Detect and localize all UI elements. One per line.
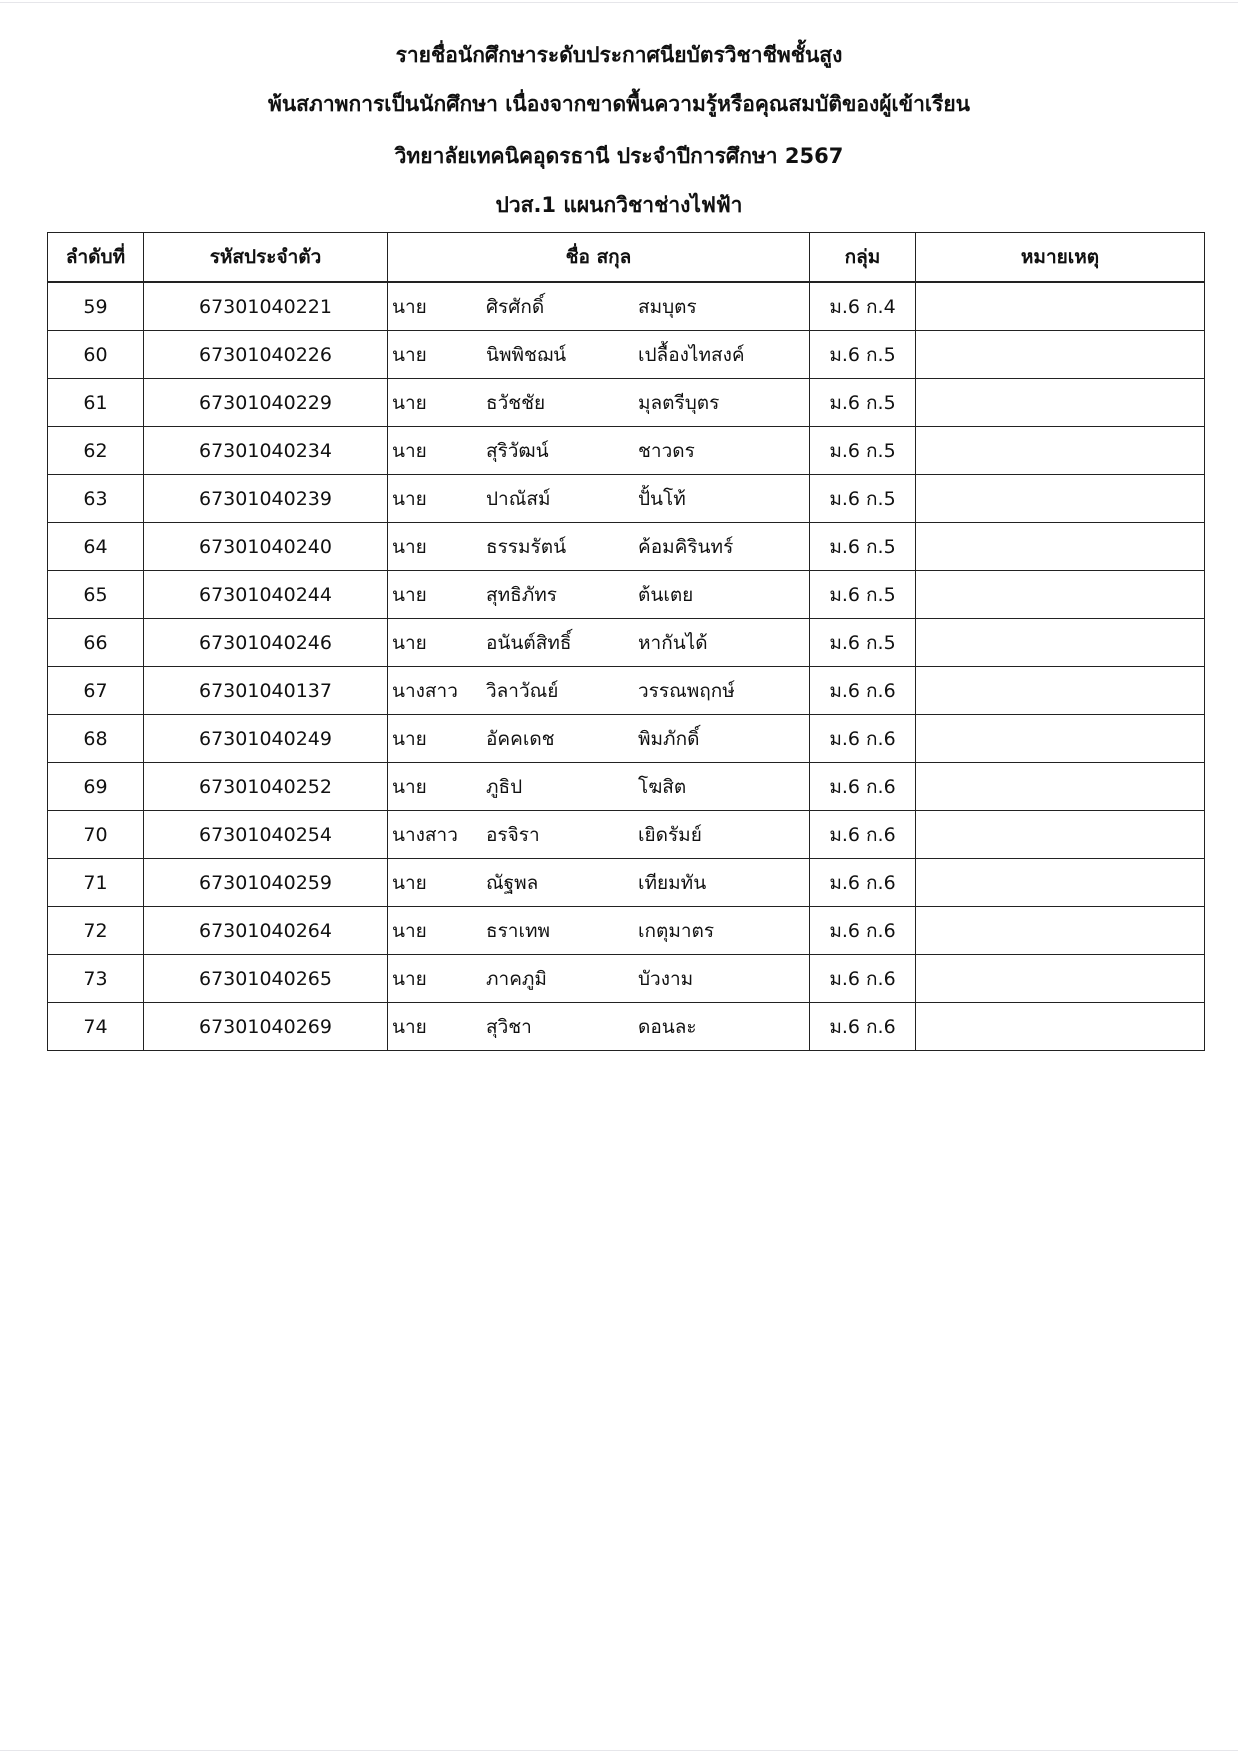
scan-edge-top: [0, 2, 1238, 3]
row-number: 71: [48, 859, 144, 907]
name-prefix: นาย: [392, 487, 427, 510]
table-row: [48, 427, 1205, 475]
student-id: 67301040252: [144, 763, 388, 811]
table-row: [48, 619, 1205, 667]
student-group: ม.6 ก.5: [810, 331, 916, 379]
student-id: 67301040265: [144, 955, 388, 1003]
remark: [916, 667, 1205, 715]
table-row: [48, 859, 1205, 907]
student-id: 67301040239: [144, 475, 388, 523]
student-name: [388, 955, 810, 1003]
row-number: 59: [48, 282, 144, 331]
remark: [916, 571, 1205, 619]
column-header-note: หมายเหตุ: [916, 233, 1205, 283]
student-name: [388, 379, 810, 427]
last-name: เกตุมาตร: [638, 919, 715, 942]
student-name: [388, 715, 810, 763]
table-row: [48, 955, 1205, 1003]
document-title: รายชื่อนักศึกษาระดับประกาศนียบัตรวิชาชีพชั้นสูง: [395, 43, 843, 67]
last-name: เปลื้องไทสงค์: [638, 343, 745, 366]
name-prefix: นาย: [392, 727, 427, 750]
student-id: 67301040269: [144, 1003, 388, 1051]
student-name: [388, 859, 810, 907]
student-name: [388, 619, 810, 667]
first-name: ณัฐพล: [486, 871, 539, 894]
student-group: ม.6 ก.4: [810, 282, 916, 331]
first-name: ธราเทพ: [486, 919, 551, 942]
table-row: [48, 715, 1205, 763]
table-row: [48, 282, 1205, 331]
row-number: 72: [48, 907, 144, 955]
last-name: สมบุตร: [638, 295, 697, 318]
table-row: [48, 331, 1205, 379]
student-id: 67301040221: [144, 282, 388, 331]
first-name: ภาคภูมิ: [486, 967, 547, 990]
first-name: อรจิรา: [486, 823, 540, 846]
last-name: มุลตรีบุตร: [638, 391, 720, 414]
table-row: [48, 1003, 1205, 1051]
student-group: ม.6 ก.6: [810, 715, 916, 763]
student-name: [388, 811, 810, 859]
first-name: ภูธิป: [486, 775, 523, 798]
student-id: 67301040264: [144, 907, 388, 955]
column-header-group: กลุ่ม: [810, 233, 916, 283]
remark: [916, 859, 1205, 907]
table-row: [48, 763, 1205, 811]
row-number: 68: [48, 715, 144, 763]
remark: [916, 282, 1205, 331]
first-name: วิลาวัณย์: [486, 679, 559, 702]
student-group: ม.6 ก.5: [810, 427, 916, 475]
name-prefix: นาย: [392, 343, 427, 366]
row-number: 60: [48, 331, 144, 379]
first-name: สุวิชา: [486, 1015, 532, 1038]
last-name: บัวงาม: [638, 967, 694, 990]
table-row: [48, 475, 1205, 523]
row-number: 63: [48, 475, 144, 523]
student-name: [388, 331, 810, 379]
first-name: ธรรมรัตน์: [486, 535, 567, 558]
last-name: ชาวดร: [638, 439, 695, 462]
student-name: [388, 475, 810, 523]
student-id: 67301040249: [144, 715, 388, 763]
first-name: ศิรศักดิ์: [486, 295, 545, 318]
student-id: 67301040137: [144, 667, 388, 715]
first-name: อนันต์สิทธิ์: [486, 631, 572, 654]
student-name: [388, 523, 810, 571]
last-name: ค้อมคิรินทร์: [638, 535, 734, 558]
student-id: 67301040254: [144, 811, 388, 859]
row-number: 74: [48, 1003, 144, 1051]
student-table: [47, 232, 1205, 1051]
name-prefix: นาย: [392, 871, 427, 894]
last-name: ปั้นโท้: [638, 487, 686, 510]
student-name: [388, 907, 810, 955]
student-group: ม.6 ก.6: [810, 955, 916, 1003]
name-prefix: นางสาว: [392, 823, 458, 846]
student-group: ม.6 ก.6: [810, 811, 916, 859]
row-number: 64: [48, 523, 144, 571]
last-name: ต้นเตย: [638, 583, 694, 606]
name-prefix: นาย: [392, 583, 427, 606]
name-prefix: นาย: [392, 1015, 427, 1038]
row-number: 61: [48, 379, 144, 427]
student-id: 67301040234: [144, 427, 388, 475]
row-number: 66: [48, 619, 144, 667]
student-id: 67301040246: [144, 619, 388, 667]
remark: [916, 475, 1205, 523]
name-prefix: นาย: [392, 535, 427, 558]
student-id: 67301040229: [144, 379, 388, 427]
first-name: นิพพิชฌน์: [486, 343, 567, 366]
student-id: 67301040226: [144, 331, 388, 379]
student-id: 67301040259: [144, 859, 388, 907]
column-header-id: รหัสประจำตัว: [144, 233, 388, 283]
first-name: สุทธิภัทร: [486, 583, 557, 606]
table-header-row: [48, 233, 1205, 283]
last-name: เทียมทัน: [638, 871, 707, 894]
program-department: ปวส.1 แผนกวิชาช่างไฟฟ้า: [495, 193, 743, 217]
table-row: [48, 571, 1205, 619]
last-name: หากันได้: [638, 631, 708, 654]
row-number: 62: [48, 427, 144, 475]
remark: [916, 907, 1205, 955]
student-name: [388, 427, 810, 475]
name-prefix: นาย: [392, 295, 427, 318]
table-row: [48, 811, 1205, 859]
row-number: 73: [48, 955, 144, 1003]
table-row: [48, 667, 1205, 715]
column-header-name: ชื่อ สกุล: [388, 233, 810, 283]
student-name: [388, 667, 810, 715]
table-row: [48, 907, 1205, 955]
student-group: ม.6 ก.6: [810, 763, 916, 811]
college-and-year: วิทยาลัยเทคนิคอุดรธานี ประจำปีการศึกษา 2567: [394, 144, 844, 168]
scan-edge-bottom: [0, 1750, 1238, 1751]
remark: [916, 523, 1205, 571]
name-prefix: นาย: [392, 919, 427, 942]
last-name: โฆสิต: [638, 775, 687, 798]
name-prefix: นางสาว: [392, 679, 458, 702]
student-id: 67301040240: [144, 523, 388, 571]
student-group: ม.6 ก.5: [810, 619, 916, 667]
student-group: ม.6 ก.6: [810, 1003, 916, 1051]
student-group: ม.6 ก.5: [810, 379, 916, 427]
table-row: [48, 523, 1205, 571]
row-number: 69: [48, 763, 144, 811]
remark: [916, 331, 1205, 379]
student-group: ม.6 ก.5: [810, 523, 916, 571]
student-group: ม.6 ก.6: [810, 667, 916, 715]
name-prefix: นาย: [392, 631, 427, 654]
remark: [916, 955, 1205, 1003]
student-name: [388, 1003, 810, 1051]
table-row: [48, 379, 1205, 427]
last-name: พิมภักดิ์: [638, 727, 700, 750]
last-name: วรรณพฤกษ์: [638, 679, 735, 702]
student-group: ม.6 ก.6: [810, 907, 916, 955]
remark: [916, 619, 1205, 667]
remark: [916, 1003, 1205, 1051]
row-number: 67: [48, 667, 144, 715]
column-header-no: ลำดับที่: [48, 233, 144, 283]
remark: [916, 811, 1205, 859]
student-name: [388, 282, 810, 331]
name-prefix: นาย: [392, 775, 427, 798]
last-name: เยิดรัมย์: [638, 823, 702, 846]
name-prefix: นาย: [392, 439, 427, 462]
remark: [916, 763, 1205, 811]
document-subtitle: พ้นสภาพการเป็นนักศึกษา เนื่องจากขาดพื้นความรู้หรือคุณสมบัติของผู้เข้าเรียน: [267, 92, 970, 116]
remark: [916, 715, 1205, 763]
student-id: 67301040244: [144, 571, 388, 619]
remark: [916, 427, 1205, 475]
first-name: ธวัชชัย: [486, 391, 546, 414]
student-name: [388, 571, 810, 619]
remark: [916, 379, 1205, 427]
student-group: ม.6 ก.5: [810, 571, 916, 619]
first-name: ปาณัสม์: [486, 487, 551, 510]
table-body: [48, 282, 1205, 1051]
student-name: [388, 763, 810, 811]
name-prefix: นาย: [392, 967, 427, 990]
last-name: ดอนละ: [638, 1015, 697, 1038]
row-number: 65: [48, 571, 144, 619]
student-group: ม.6 ก.5: [810, 475, 916, 523]
first-name: อัคคเดช: [486, 727, 555, 750]
name-prefix: นาย: [392, 391, 427, 414]
row-number: 70: [48, 811, 144, 859]
student-group: ม.6 ก.6: [810, 859, 916, 907]
first-name: สุริวัฒน์: [486, 439, 549, 462]
